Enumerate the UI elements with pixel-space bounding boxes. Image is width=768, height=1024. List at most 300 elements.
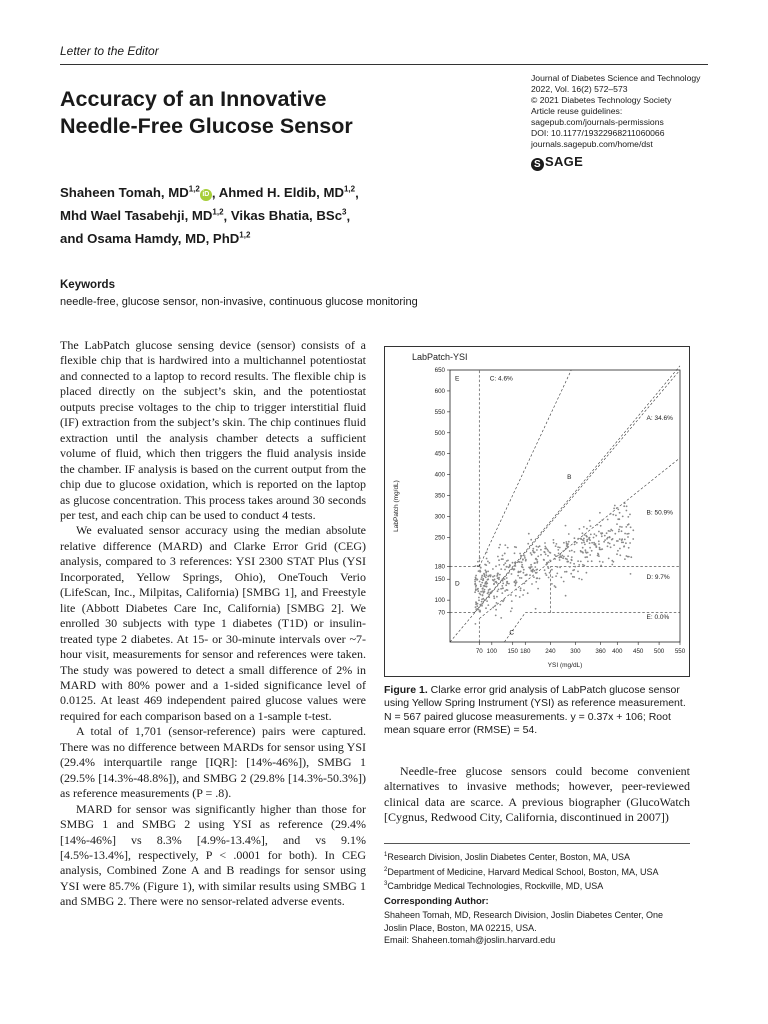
scatter-point xyxy=(488,591,490,593)
sage-logo: S SAGE xyxy=(531,154,583,171)
scatter-point xyxy=(522,559,524,561)
scatter-point xyxy=(477,608,479,610)
scatter-point xyxy=(519,553,521,555)
scatter-point xyxy=(521,564,523,566)
scatter-point xyxy=(590,534,592,536)
scatter-point xyxy=(624,558,626,560)
scatter-point xyxy=(481,601,483,603)
scatter-point xyxy=(544,542,546,544)
scatter-point xyxy=(584,544,586,546)
scatter-point xyxy=(475,623,477,625)
scatter-point xyxy=(585,549,587,551)
scatter-point xyxy=(533,570,535,572)
scatter-point xyxy=(497,556,499,558)
scatter-point xyxy=(618,531,620,533)
scatter-point xyxy=(486,600,488,602)
scatter-point xyxy=(509,566,511,568)
scatter-point xyxy=(617,509,619,511)
journal-permissions-link[interactable]: sagepub.com/journals-permissions xyxy=(531,117,664,127)
scatter-point xyxy=(497,573,499,575)
scatter-point xyxy=(613,508,615,510)
scatter-point xyxy=(610,529,612,531)
zone-label-5: B: 50.9% xyxy=(646,509,673,517)
keywords-text: needle-free, glucose sensor, non-invasive, continuous glucose monitoring xyxy=(60,296,418,308)
scatter-point xyxy=(506,577,508,579)
scatter-point xyxy=(547,561,549,563)
scatter-point xyxy=(589,547,591,549)
corresponding-author-email[interactable]: Email: Shaheen.tomah@joslin.harvard.edu xyxy=(384,935,556,945)
scatter-point xyxy=(583,538,585,540)
scatter-point xyxy=(593,537,595,539)
y-axis-label: LabPatch (mg/dL) xyxy=(393,480,400,532)
scatter-point xyxy=(553,539,555,541)
scatter-point xyxy=(475,565,477,567)
scatter-point xyxy=(562,550,564,552)
scatter-point xyxy=(591,542,593,544)
scatter-point xyxy=(519,571,521,573)
scatter-point xyxy=(511,600,513,602)
scatter-point xyxy=(504,544,506,546)
scatter-point xyxy=(481,575,483,577)
scatter-point xyxy=(486,558,488,560)
clarke-error-grid-chart xyxy=(384,346,690,677)
corresponding-author-line-2: Joslin Place, Boston, MA 02215, USA. xyxy=(384,922,537,933)
scatter-point xyxy=(593,542,595,544)
scatter-point xyxy=(621,530,623,532)
scatter-point xyxy=(531,554,533,556)
scatter-point xyxy=(497,577,499,579)
scatter-point xyxy=(499,574,501,576)
scatter-point xyxy=(506,582,508,584)
section-label: Letter to the Editor xyxy=(60,44,159,58)
scatter-point xyxy=(514,562,516,564)
scatter-point xyxy=(494,581,496,583)
scatter-point xyxy=(629,542,631,544)
scatter-point xyxy=(493,595,495,597)
scatter-point xyxy=(599,549,601,551)
scatter-point xyxy=(537,588,539,590)
scatter-point xyxy=(477,565,479,567)
scatter-point xyxy=(623,546,625,548)
scatter-point xyxy=(581,542,583,544)
scatter-point xyxy=(606,532,608,534)
y-tick-label-650: 650 xyxy=(434,367,445,374)
scatter-point xyxy=(600,565,602,567)
x-tick-label-500: 500 xyxy=(653,648,665,655)
scatter-point xyxy=(583,542,585,544)
scatter-point xyxy=(624,502,626,504)
scatter-point xyxy=(551,583,553,585)
scatter-point xyxy=(495,565,497,567)
scatter-point xyxy=(477,590,479,592)
x-tick-label-180: 180 xyxy=(520,648,531,655)
scatter-point xyxy=(496,582,498,584)
scatter-point xyxy=(566,545,568,547)
scatter-point xyxy=(573,569,575,571)
scatter-point xyxy=(524,555,526,557)
corresponding-author-details xyxy=(384,909,690,947)
scatter-point xyxy=(495,609,497,611)
journal-doi[interactable]: DOI: 10.1177/19322968211060066 xyxy=(531,128,665,138)
scatter-point xyxy=(601,548,603,550)
scatter-point xyxy=(535,608,537,610)
scatter-point xyxy=(614,533,616,535)
scatter-point xyxy=(555,586,557,588)
zone-label-7: D: 9.7% xyxy=(646,574,670,582)
scatter-point xyxy=(482,598,484,600)
scatter-point xyxy=(517,572,519,574)
scatter-point xyxy=(484,589,486,591)
scatter-point xyxy=(482,590,484,592)
scatter-point xyxy=(599,512,601,514)
scatter-point xyxy=(586,539,588,541)
scatter-point xyxy=(545,564,547,566)
scatter-point xyxy=(621,526,623,528)
scatter-point xyxy=(586,556,588,558)
paragraph-2: We evaluated sensor accuracy using the median absolute relative difference (MARD) and Clarke Error Grid (CEG) analysis, compared to 3 references: YSI 2300 STAT Plus (YSI Incorporated, Yellow Springs, Ohio), OneTouch Verio (LifeScan, Inc., Milpitas, California) [SMBG 1], and Freestyle lite (Abbott Diabetes Care Inc, California) [SMBG 2]. We enrolled 30 subjects with type 1 diabetes (T1D) or insulin-treated type 2 diabetes. At 15- or 30-minute intervals over ~7-hour visit, measurements for sensor and references were taken. The study was powered to detect a small difference of 2% in MARD with 80% power and a 1-sided significance level of 0.0125. At least 469 independent paired glucose values were required for each comparison based on a 1-sample t-test. xyxy=(60,523,366,723)
zone-label-8: E: 0.0% xyxy=(646,613,670,621)
scatter-point xyxy=(555,575,557,577)
scatter-point xyxy=(530,552,532,554)
scatter-point xyxy=(514,546,516,548)
scatter-point xyxy=(535,569,537,571)
scatter-point xyxy=(504,590,506,592)
scatter-point xyxy=(519,596,521,598)
scatter-point xyxy=(498,559,500,561)
scatter-point xyxy=(574,537,576,539)
scatter-point xyxy=(512,568,514,570)
scatter-point xyxy=(490,592,492,594)
scatter-point xyxy=(474,581,476,583)
scatter-point xyxy=(601,532,603,534)
corresponding-author-line-1: Shaheen Tomah, MD, Research Division, Joslin Diabetes Center, One xyxy=(384,910,663,920)
x-tick-label-450: 450 xyxy=(633,648,644,655)
scatter-point xyxy=(480,594,482,596)
scatter-point xyxy=(549,572,551,574)
zone-label-3: A: 34.6% xyxy=(646,415,673,423)
scatter-point xyxy=(612,514,614,516)
scatter-point xyxy=(502,583,504,585)
scatter-point xyxy=(566,558,568,560)
scatter-point xyxy=(515,565,517,567)
x-tick-label-100: 100 xyxy=(486,648,497,655)
scatter-point xyxy=(516,581,518,583)
scatter-point xyxy=(493,597,495,599)
scatter-point xyxy=(502,578,504,580)
scatter-point xyxy=(563,542,565,544)
author-list: Shaheen Tomah, MD$^{1,2}$iD , Ahmed H. Eldib, MD$^{1,2}$, Mhd Wael Tasabehji, MD$^{1,2}$, Vikas Bhatia, BSc$^3$, and Osama Hamdy, MD, PhD$^{1,2}$ xyxy=(60,185,359,247)
scatter-point xyxy=(544,551,546,553)
y-tick-label-70: 70 xyxy=(438,609,445,617)
scatter-point xyxy=(489,588,491,590)
paragraph-1: The LabPatch glucose sensing device (sensor) consists of a flexible chip that is hardwired into a multichannel potentiostat and connected to a laptop to record results. The flexible chip is placed directly on the subject’s skin, and the potentiostat outputs precise voltages to the chip to trigger interstitial fluid (IF) extraction from the subject’s skin. The chip continues fluid extraction until the analysis chamber detects a sufficient volume of fluid, which then triggers the fluid analysis inside the chamber. IF analysis is based on the current output from the chip due to glucose oxidation, which is reported on the laptop as glucose concentration. This process takes around 30 seconds per test, and each chip can be used to conduct 4 tests. xyxy=(60,338,366,522)
scatter-point xyxy=(533,552,535,554)
scatter-point xyxy=(481,605,483,607)
scatter-point xyxy=(477,579,479,581)
scatter-point xyxy=(510,594,512,596)
scatter-point xyxy=(485,576,487,578)
scatter-point xyxy=(475,604,477,606)
scatter-point xyxy=(522,594,524,596)
scatter-point xyxy=(507,547,509,549)
scatter-point xyxy=(566,571,568,573)
scatter-point xyxy=(577,560,579,562)
scatter-point xyxy=(598,540,600,542)
scatter-point xyxy=(508,572,510,574)
journal-home-link[interactable]: journals.sagepub.com/home/dst xyxy=(531,139,653,149)
scatter-point xyxy=(551,569,553,571)
scatter-point xyxy=(482,603,484,605)
scatter-point xyxy=(498,547,500,549)
scatter-point xyxy=(475,608,477,610)
scatter-point xyxy=(553,542,555,544)
scatter-point xyxy=(627,516,629,518)
x-tick-label-550: 550 xyxy=(674,648,686,655)
scatter-point xyxy=(607,519,609,521)
figure-caption xyxy=(384,684,690,737)
scatter-point xyxy=(604,539,606,541)
scatter-point xyxy=(492,576,494,578)
scatter-point xyxy=(536,572,538,574)
scatter-point xyxy=(557,546,559,548)
scatter-point xyxy=(572,576,574,578)
scatter-point xyxy=(486,586,488,588)
scatter-point xyxy=(499,604,501,606)
scatter-point xyxy=(479,581,481,583)
scatter-point xyxy=(540,554,542,556)
affiliation-3: $^3$Cambridge Medical Technologies, Rockville, MD, USA xyxy=(384,881,604,891)
scatter-point xyxy=(567,555,569,557)
scatter-point xyxy=(581,579,583,581)
scatter-point xyxy=(586,540,588,542)
scatter-point xyxy=(504,553,506,555)
scatter-point xyxy=(600,525,602,527)
scatter-point xyxy=(520,590,522,592)
scatter-point xyxy=(604,535,606,537)
scatter-point xyxy=(589,537,591,539)
scatter-point xyxy=(480,584,482,586)
scatter-point xyxy=(475,575,477,577)
scatter-point xyxy=(515,583,517,585)
scatter-point xyxy=(628,556,630,558)
zone-label-2: C: 4.6% xyxy=(489,375,513,383)
scatter-point xyxy=(524,557,526,559)
x-tick-label-240: 240 xyxy=(545,648,556,655)
scatter-point xyxy=(530,539,532,541)
scatter-point xyxy=(528,567,530,569)
scatter-point xyxy=(609,543,611,545)
scatter-point xyxy=(619,526,621,528)
scatter-point xyxy=(567,561,569,563)
scatter-point xyxy=(563,581,565,583)
scatter-point xyxy=(508,583,510,585)
scatter-point xyxy=(582,547,584,549)
scatter-point xyxy=(628,533,630,535)
scatter-point xyxy=(591,550,593,552)
journal-reuse: Article reuse guidelines: xyxy=(531,106,623,116)
scatter-point xyxy=(515,589,517,591)
scatter-point xyxy=(476,605,478,607)
scatter-point xyxy=(599,561,601,563)
scatter-point xyxy=(584,556,586,558)
scatter-point xyxy=(500,617,502,619)
scatter-point xyxy=(554,554,556,556)
scatter-point xyxy=(584,534,586,536)
scatter-point xyxy=(546,574,548,576)
scatter-point xyxy=(561,555,563,557)
scatter-point xyxy=(536,549,538,551)
scatter-point xyxy=(494,605,496,607)
scatter-point xyxy=(528,533,530,535)
scatter-point xyxy=(527,543,529,545)
scatter-point xyxy=(566,543,568,545)
scatter-point xyxy=(480,591,482,593)
scatter-point xyxy=(511,573,513,575)
scatter-point xyxy=(621,539,623,541)
scatter-point xyxy=(565,548,567,550)
scatter-point xyxy=(595,545,597,547)
scatter-point xyxy=(530,570,532,572)
scatter-point xyxy=(632,529,634,531)
scatter-point xyxy=(544,569,546,571)
scatter-point xyxy=(499,544,501,546)
corresponding-author-heading: Corresponding Author: xyxy=(384,896,489,907)
scatter-point xyxy=(522,567,524,569)
scatter-point xyxy=(622,542,624,544)
scatter-point xyxy=(521,561,523,563)
scatter-point xyxy=(632,538,634,540)
scatter-point xyxy=(626,505,628,507)
scatter-point xyxy=(559,554,561,556)
scatter-point xyxy=(521,577,523,579)
zone-label-4: B xyxy=(567,473,572,481)
scatter-point xyxy=(574,541,576,543)
scatter-point xyxy=(481,576,483,578)
scatter-point xyxy=(478,597,480,599)
scatter-point xyxy=(630,573,632,575)
scatter-point xyxy=(486,574,488,576)
scatter-point xyxy=(580,538,582,540)
author-5: and Osama Hamdy, MD, PhD$^{1,2}$ xyxy=(60,230,251,247)
scatter-point xyxy=(493,580,495,582)
scatter-point xyxy=(506,589,508,591)
scatter-point xyxy=(512,562,514,564)
scatter-point xyxy=(552,576,554,578)
scatter-point xyxy=(537,561,539,563)
scatter-point xyxy=(482,579,484,581)
scatter-point xyxy=(556,543,558,545)
scatter-point xyxy=(536,546,538,548)
scatter-point xyxy=(559,547,561,549)
scatter-point xyxy=(565,525,567,527)
scatter-point xyxy=(602,561,604,563)
body-right-paragraph: Needle-free glucose sensors could become convenient alternatives to invasive methods; however, peer-reviewed clinical data are scarce. A previous biographer (GlucoWatch [Cygnus, Redwood City, California, discontinued in 2007]) xyxy=(384,764,690,825)
scatter-point xyxy=(598,555,600,557)
affiliation-1: $^1$Research Division, Joslin Diabetes Center, Boston, MA, USA xyxy=(384,852,630,862)
scatter-point xyxy=(525,559,527,561)
scatter-point xyxy=(589,520,591,522)
scatter-point xyxy=(485,569,487,571)
scatter-point xyxy=(535,581,537,583)
scatter-point xyxy=(566,541,568,543)
scatter-point xyxy=(598,531,600,533)
scatter-point xyxy=(519,577,521,579)
scatter-point xyxy=(556,573,558,575)
scatter-point xyxy=(554,558,556,560)
scatter-point xyxy=(498,564,500,566)
scatter-point xyxy=(514,585,516,587)
scatter-point xyxy=(601,519,603,521)
scatter-point xyxy=(484,583,486,585)
scatter-point xyxy=(475,606,477,608)
scatter-point xyxy=(486,582,488,584)
scatter-point xyxy=(474,579,476,581)
affiliation-2: $^2$Department of Medicine, Harvard Medical School, Boston, MA, USA xyxy=(384,866,659,877)
scatter-point xyxy=(483,592,485,594)
scatter-point xyxy=(534,562,536,564)
scatter-point xyxy=(607,545,609,547)
scatter-point xyxy=(488,575,490,577)
scatter-point xyxy=(582,532,584,534)
y-tick-label-350: 350 xyxy=(434,492,445,500)
zone-label-1: E xyxy=(455,375,460,383)
scatter-point xyxy=(598,543,600,545)
scatter-point xyxy=(630,526,632,528)
body-left-column xyxy=(60,338,366,910)
paragraph-4: MARD for sensor was significantly higher than those for SMBG 1 and SMBG 2 using YSI as reference (29.4% [14%-46%] vs 8.3% [4.9%-13.4%], and vs 9.1% [4.5%-13.4%], respectively, P < .0001 for both). In CEG analysis, Combined Zone A and B readings for sensor using YSI were 85.7% (Figure 1), with similar results using SMBG 1 and SMBG 2. There were no sensor-related adverse events. xyxy=(60,801,366,909)
scatter-point xyxy=(573,563,575,565)
scatter-point xyxy=(609,537,611,539)
affiliations-rule xyxy=(384,843,690,844)
scatter-point xyxy=(527,592,529,594)
scatter-point xyxy=(616,553,618,555)
scatter-point xyxy=(549,560,551,562)
scatter-point xyxy=(523,589,525,591)
scatter-point xyxy=(504,569,506,571)
title-line-1: Accuracy of an Innovative xyxy=(60,87,327,111)
scatter-point xyxy=(477,561,479,563)
orcid-icon[interactable]: iD xyxy=(200,189,212,201)
scatter-point xyxy=(591,560,593,562)
scatter-point xyxy=(488,596,490,598)
scatter-point xyxy=(501,585,503,587)
scatter-point xyxy=(479,611,481,613)
scatter-point xyxy=(613,561,615,563)
scatter-point xyxy=(560,556,562,558)
scatter-point xyxy=(577,538,579,540)
scatter-point xyxy=(539,545,541,547)
scatter-point xyxy=(578,578,580,580)
scatter-point xyxy=(563,556,565,558)
scatter-point xyxy=(599,547,601,549)
figure-frame xyxy=(385,347,690,677)
scatter-point xyxy=(601,535,603,537)
y-tick-label-550: 550 xyxy=(434,408,445,416)
scatter-point xyxy=(511,607,513,609)
scatter-point xyxy=(520,555,522,557)
scatter-point xyxy=(619,554,621,556)
scatter-point xyxy=(503,564,505,566)
scatter-point xyxy=(629,514,631,516)
scatter-point xyxy=(586,572,588,574)
x-axis-label: YSI (mg/dL) xyxy=(547,662,583,669)
y-tick-label-450: 450 xyxy=(434,450,445,458)
scatter-point xyxy=(544,546,546,548)
scatter-point xyxy=(530,564,532,566)
scatter-point xyxy=(618,529,620,531)
scatter-point xyxy=(590,525,592,527)
scatter-point xyxy=(626,510,628,512)
